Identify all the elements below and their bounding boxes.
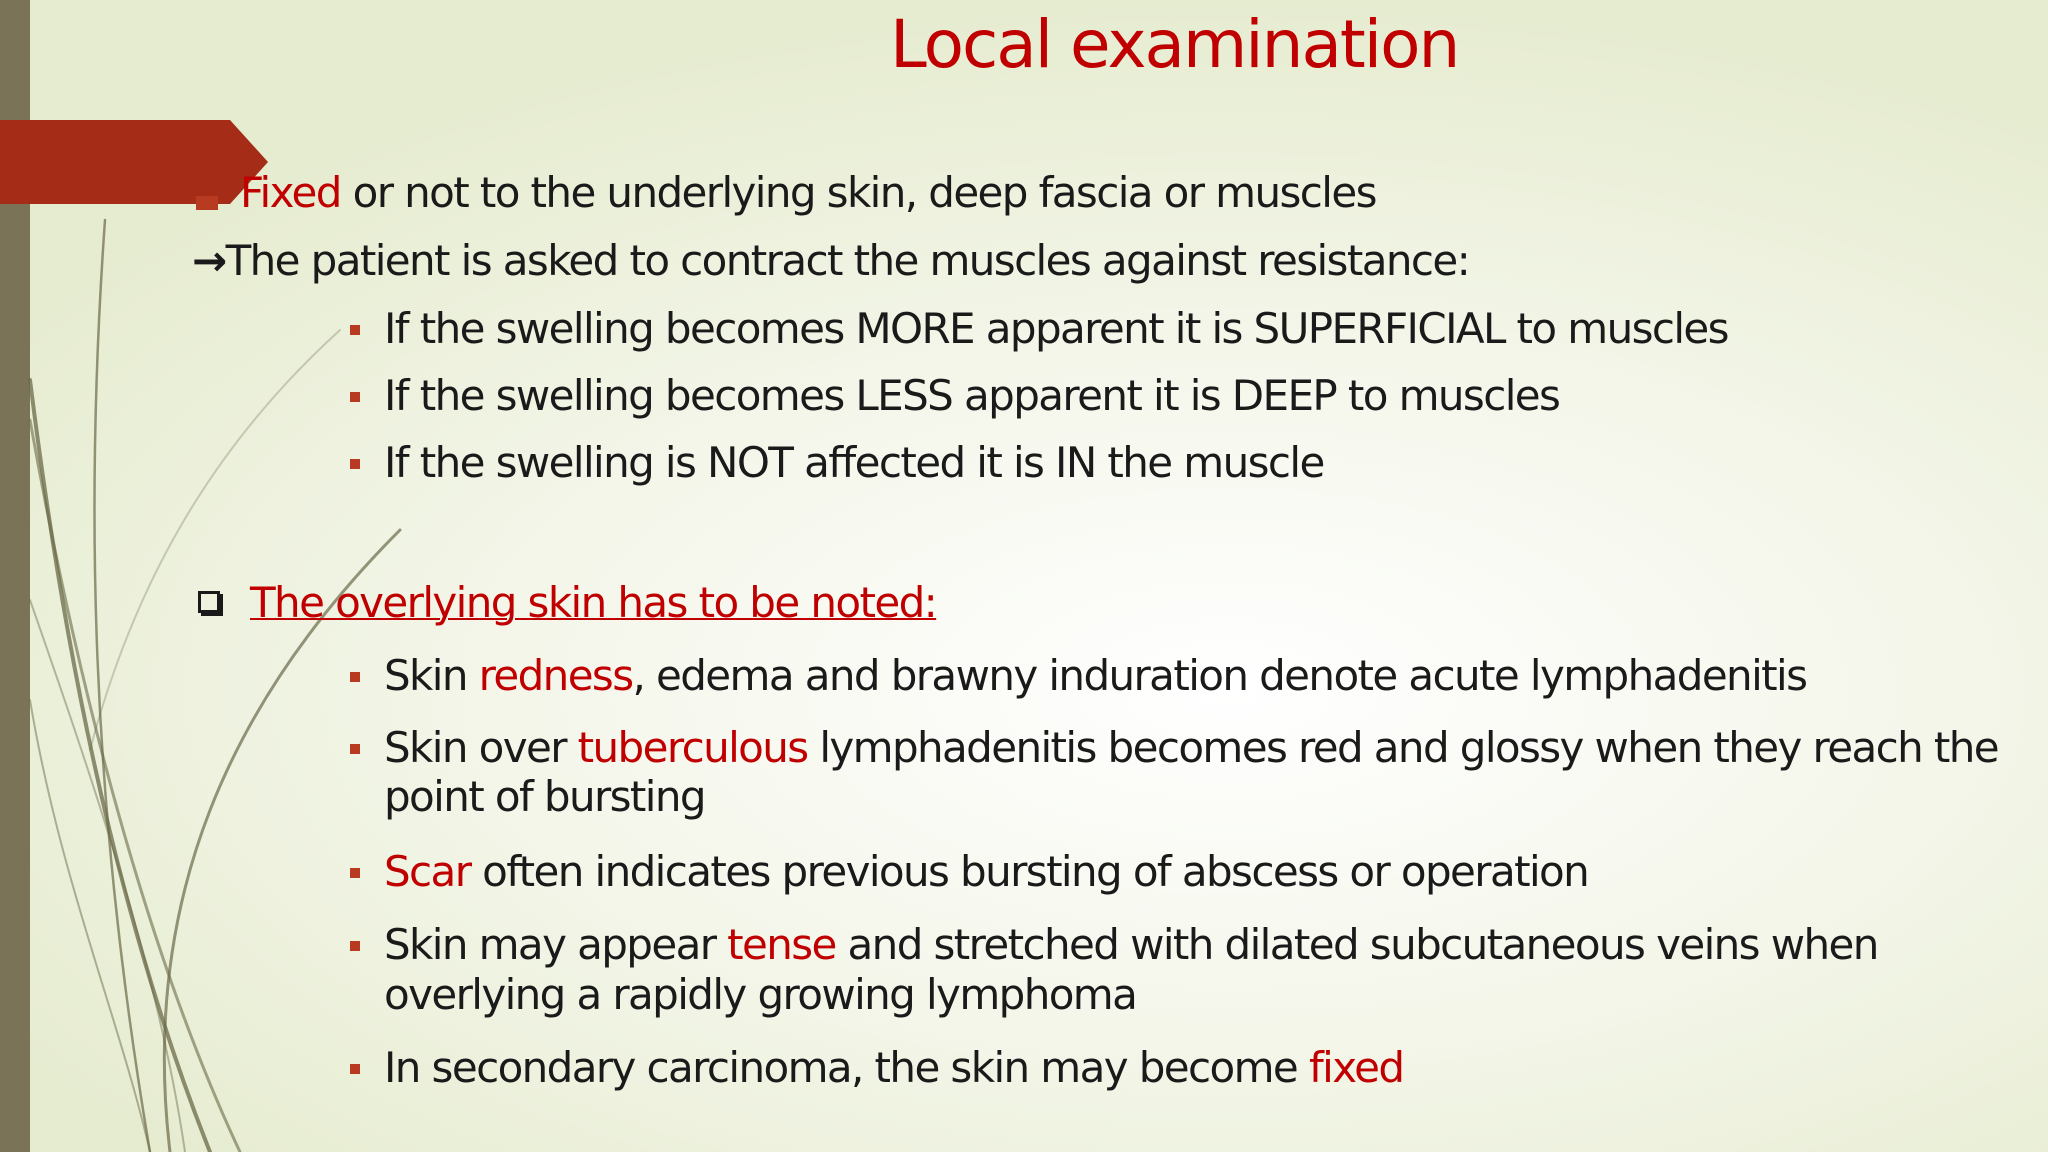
skin-bullet-continuation: point of bursting <box>384 772 705 821</box>
arrow-right-icon: → <box>192 236 226 285</box>
skin-bullet-text: Skin <box>384 651 479 700</box>
square-bullet-icon <box>350 459 360 469</box>
skin-bullet <box>384 651 1806 701</box>
skin-bullet-text: lymphadenitis becomes red and glossy when they reach the <box>807 723 1998 772</box>
arrow-line-text: The patient is asked to contract the muscles against resistance: <box>225 236 1470 285</box>
skin-bullet-keyword: tense <box>727 920 836 969</box>
fixed-line-text: or not to the underlying skin, deep fascia or muscles <box>340 168 1376 217</box>
sub-bullet: If the swelling becomes LESS apparent it is DEEP to muscles <box>384 371 1560 420</box>
skin-section-heading: The overlying skin has to be noted: <box>250 578 937 627</box>
skin-bullet-text: often indicates previous bursting of abscess or operation <box>470 847 1589 896</box>
skin-bullet-keyword: tuberculous <box>577 723 808 772</box>
square-bullet-icon <box>350 941 360 951</box>
checkbox-bullet-icon <box>198 591 220 613</box>
skin-bullet <box>384 847 1588 897</box>
sub-bullet: If the swelling is NOT affected it is IN the muscle <box>384 438 1324 487</box>
square-bullet-icon <box>350 1064 360 1074</box>
fixed-keyword: Fixed <box>240 168 341 217</box>
skin-bullet-text: , edema and brawny induration denote acute lymphadenitis <box>632 651 1807 700</box>
skin-bullet-text: In secondary carcinoma, the skin may become <box>384 1043 1309 1092</box>
skin-bullet-text: Skin over <box>384 723 578 772</box>
title-accent-tab <box>0 120 230 204</box>
skin-bullet-keyword: fixed <box>1308 1043 1404 1092</box>
square-bullet-icon <box>350 325 360 335</box>
skin-bullet-text: and stretched with dilated subcutaneous veins when <box>835 920 1878 969</box>
skin-bullet <box>384 723 1998 773</box>
skin-bullet-keyword: Scar <box>384 847 471 896</box>
first-bullet-marker <box>196 196 218 210</box>
slide-title: Local examination <box>890 6 1459 83</box>
square-bullet-icon <box>350 392 360 402</box>
sub-bullet: If the swelling becomes MORE apparent it is SUPERFICIAL to muscles <box>384 304 1728 353</box>
skin-bullet <box>384 1043 1403 1093</box>
skin-bullet-keyword: redness <box>478 651 633 700</box>
skin-bullet-continuation: overlying a rapidly growing lymphoma <box>384 970 1137 1019</box>
square-bullet-icon <box>350 672 360 682</box>
skin-bullet-text: Skin may appear <box>384 920 728 969</box>
fixed-line <box>240 168 1376 218</box>
square-bullet-icon <box>350 868 360 878</box>
arrow-line <box>192 236 1469 286</box>
square-bullet-icon <box>350 744 360 754</box>
skin-bullet <box>384 920 1878 970</box>
